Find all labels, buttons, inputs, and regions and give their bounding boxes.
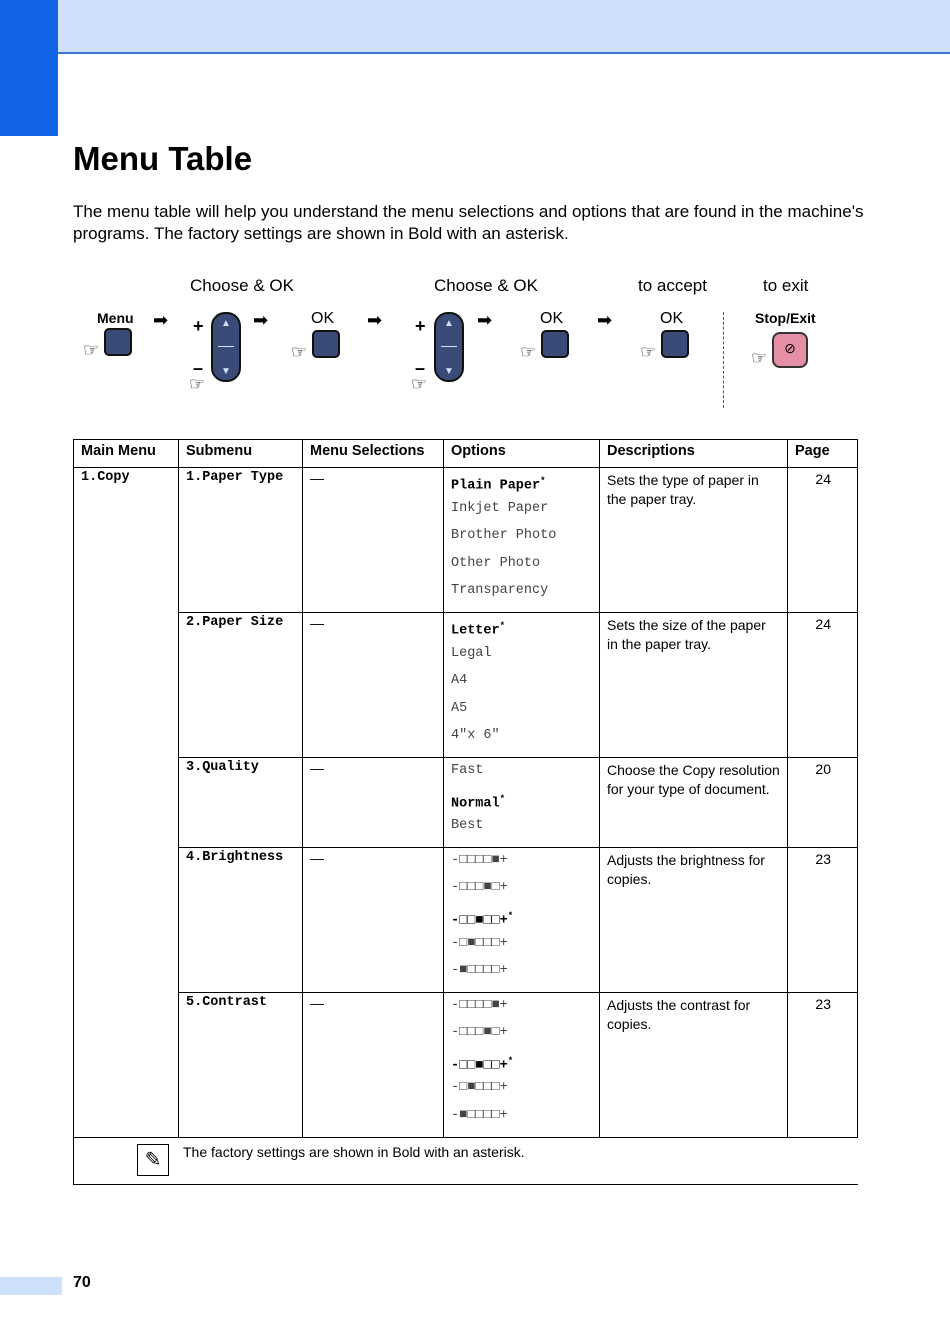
pointing-hand-icon: ☞ [291, 342, 308, 362]
arrow-right-icon: ➡ [253, 310, 269, 330]
column-header: Page [788, 440, 858, 468]
ok-key [312, 330, 340, 358]
submenu-cell: 1.Paper Type [179, 468, 303, 613]
diagram-label: to exit [763, 276, 809, 295]
page-number: 70 [73, 1274, 91, 1291]
pointing-hand-icon: ☞ [411, 374, 428, 394]
option-item: -□□□■□+ [451, 880, 508, 896]
description-cell [600, 847, 788, 992]
down-arrow-icon: ▼ [444, 366, 454, 377]
column-header: Menu Selections [303, 440, 444, 468]
table-row [74, 612, 858, 757]
option-item: Other Photo [451, 555, 541, 571]
option-item: -□■□□□+ [451, 1080, 508, 1096]
diagram-label: Choose & OK [434, 276, 538, 295]
page-cell [788, 847, 858, 992]
note-icon: ✎ [137, 1144, 169, 1176]
selection-cell: — [303, 612, 444, 757]
pointing-hand-icon: ☞ [83, 340, 100, 360]
menu-key-label: Menu [97, 310, 134, 326]
ok-key-label: OK [311, 310, 335, 327]
stop-exit-key [772, 332, 808, 368]
ok-key [661, 330, 689, 358]
option-item: Transparency [451, 583, 549, 599]
option-item: -□□□□■+ [451, 997, 508, 1013]
option-item: -□□□□■+ [451, 852, 508, 868]
ok-key-label: OK [540, 310, 564, 327]
minus-icon: – [193, 358, 204, 378]
options-cell [444, 757, 600, 847]
options-cell [444, 847, 600, 992]
page-ref: 23 [815, 850, 831, 867]
arrow-right-icon: ➡ [477, 310, 493, 330]
header-band [0, 0, 950, 54]
main-menu-cell: 1.Copy [74, 468, 179, 1138]
menu-key [104, 328, 132, 356]
stop-icon: ⊘ [784, 340, 796, 356]
option-item: A5 [451, 700, 468, 716]
ok-key [541, 330, 569, 358]
description-cell [600, 992, 788, 1137]
page-ref: 24 [815, 615, 831, 632]
option-item: Best [451, 818, 484, 834]
note-text: The factory settings are shown in Bold with an asterisk. [183, 1143, 525, 1160]
option-item: Inkjet Paper [451, 500, 549, 516]
pointing-hand-icon: ☞ [520, 342, 537, 362]
up-arrow-icon: ▲ [444, 318, 454, 329]
table-row [74, 757, 858, 847]
column-header: Main Menu [74, 440, 179, 468]
description-cell [600, 468, 788, 613]
selection-cell: — [303, 847, 444, 992]
description-text: Adjusts the brightness for copies. [607, 851, 765, 887]
description-cell [600, 757, 788, 847]
chapter-tab [0, 0, 58, 136]
option-item: Plain Paper* [451, 476, 546, 494]
page-ref: 20 [815, 760, 831, 777]
selection-cell: — [303, 757, 444, 847]
table-header-row [74, 440, 858, 468]
option-item: -□□■□□+* [451, 910, 514, 929]
description-text: Sets the type of paper in the paper tray. [607, 472, 759, 507]
up-arrow-icon: ▲ [221, 318, 231, 329]
note-row [74, 1137, 858, 1184]
submenu-cell: 4.Brightness [179, 847, 303, 992]
option-item: -□■□□□+ [451, 935, 508, 951]
option-item: -■□□□□+ [451, 963, 508, 979]
submenu-cell: 5.Contrast [179, 992, 303, 1137]
menu-table [73, 439, 858, 1185]
page-cell [788, 757, 858, 847]
plus-icon: + [415, 316, 426, 336]
option-item: -□□□■□+ [451, 1025, 508, 1041]
option-item: Brother Photo [451, 528, 557, 544]
plus-icon: + [193, 316, 204, 336]
description-cell [600, 612, 788, 757]
description-text: Choose the Copy resolution for your type of document. [607, 761, 780, 797]
page-ref: 24 [815, 471, 831, 487]
options-cell [444, 992, 600, 1137]
page-ref: 23 [815, 995, 831, 1012]
footer-band [0, 1277, 62, 1295]
navigation-dial [434, 312, 464, 382]
column-header: Options [444, 440, 600, 468]
options-cell [444, 468, 600, 613]
arrow-right-icon: ➡ [153, 310, 169, 330]
option-item: Letter* [451, 620, 506, 639]
table-row [74, 847, 858, 992]
option-item: -■□□□□+ [451, 1108, 508, 1124]
options-cell [444, 612, 600, 757]
submenu-cell: 2.Paper Size [179, 612, 303, 757]
ok-key-label: OK [660, 310, 684, 327]
table-row [74, 468, 858, 613]
pointing-hand-icon: ☞ [189, 374, 206, 394]
page-cell [788, 468, 858, 613]
option-item: -□□■□□+* [451, 1055, 514, 1074]
option-item: Fast [451, 762, 484, 778]
minus-icon: – [415, 358, 426, 378]
arrow-right-icon: ➡ [597, 310, 613, 330]
submenu-cell: 3.Quality [179, 757, 303, 847]
table-row [74, 992, 858, 1137]
navigation-dial [211, 312, 241, 382]
page-cell [788, 612, 858, 757]
intro-paragraph: The menu table will help you understand the menu selections and options that are found in the machine's programs. The factory settings are shown in Bold with an asterisk. [73, 202, 864, 243]
stop-exit-key-label: Stop/Exit [755, 310, 816, 326]
selection-cell: — [303, 992, 444, 1137]
option-item: 4″x 6″ [451, 728, 500, 744]
page-cell [788, 992, 858, 1137]
option-item: A4 [451, 673, 468, 689]
column-header: Submenu [179, 440, 303, 468]
diagram-label: Choose & OK [190, 276, 294, 295]
page-title: Menu Table [73, 140, 253, 177]
diagram-label: to accept [638, 276, 707, 295]
column-header: Descriptions [600, 440, 788, 468]
description-text: Adjusts the contrast for copies. [607, 996, 751, 1032]
menu-navigation-diagram [73, 268, 863, 418]
arrow-right-icon: ➡ [367, 310, 383, 330]
option-item: Legal [451, 645, 492, 661]
pointing-hand-icon: ☞ [751, 348, 768, 368]
pointing-hand-icon: ☞ [640, 342, 657, 362]
divider-line [723, 312, 724, 408]
down-arrow-icon: ▼ [221, 366, 231, 377]
option-item: Normal* [451, 793, 506, 812]
description-text: Sets the size of the paper in the paper tray. [607, 616, 766, 652]
note-cell [74, 1137, 858, 1184]
selection-cell: — [303, 468, 444, 613]
